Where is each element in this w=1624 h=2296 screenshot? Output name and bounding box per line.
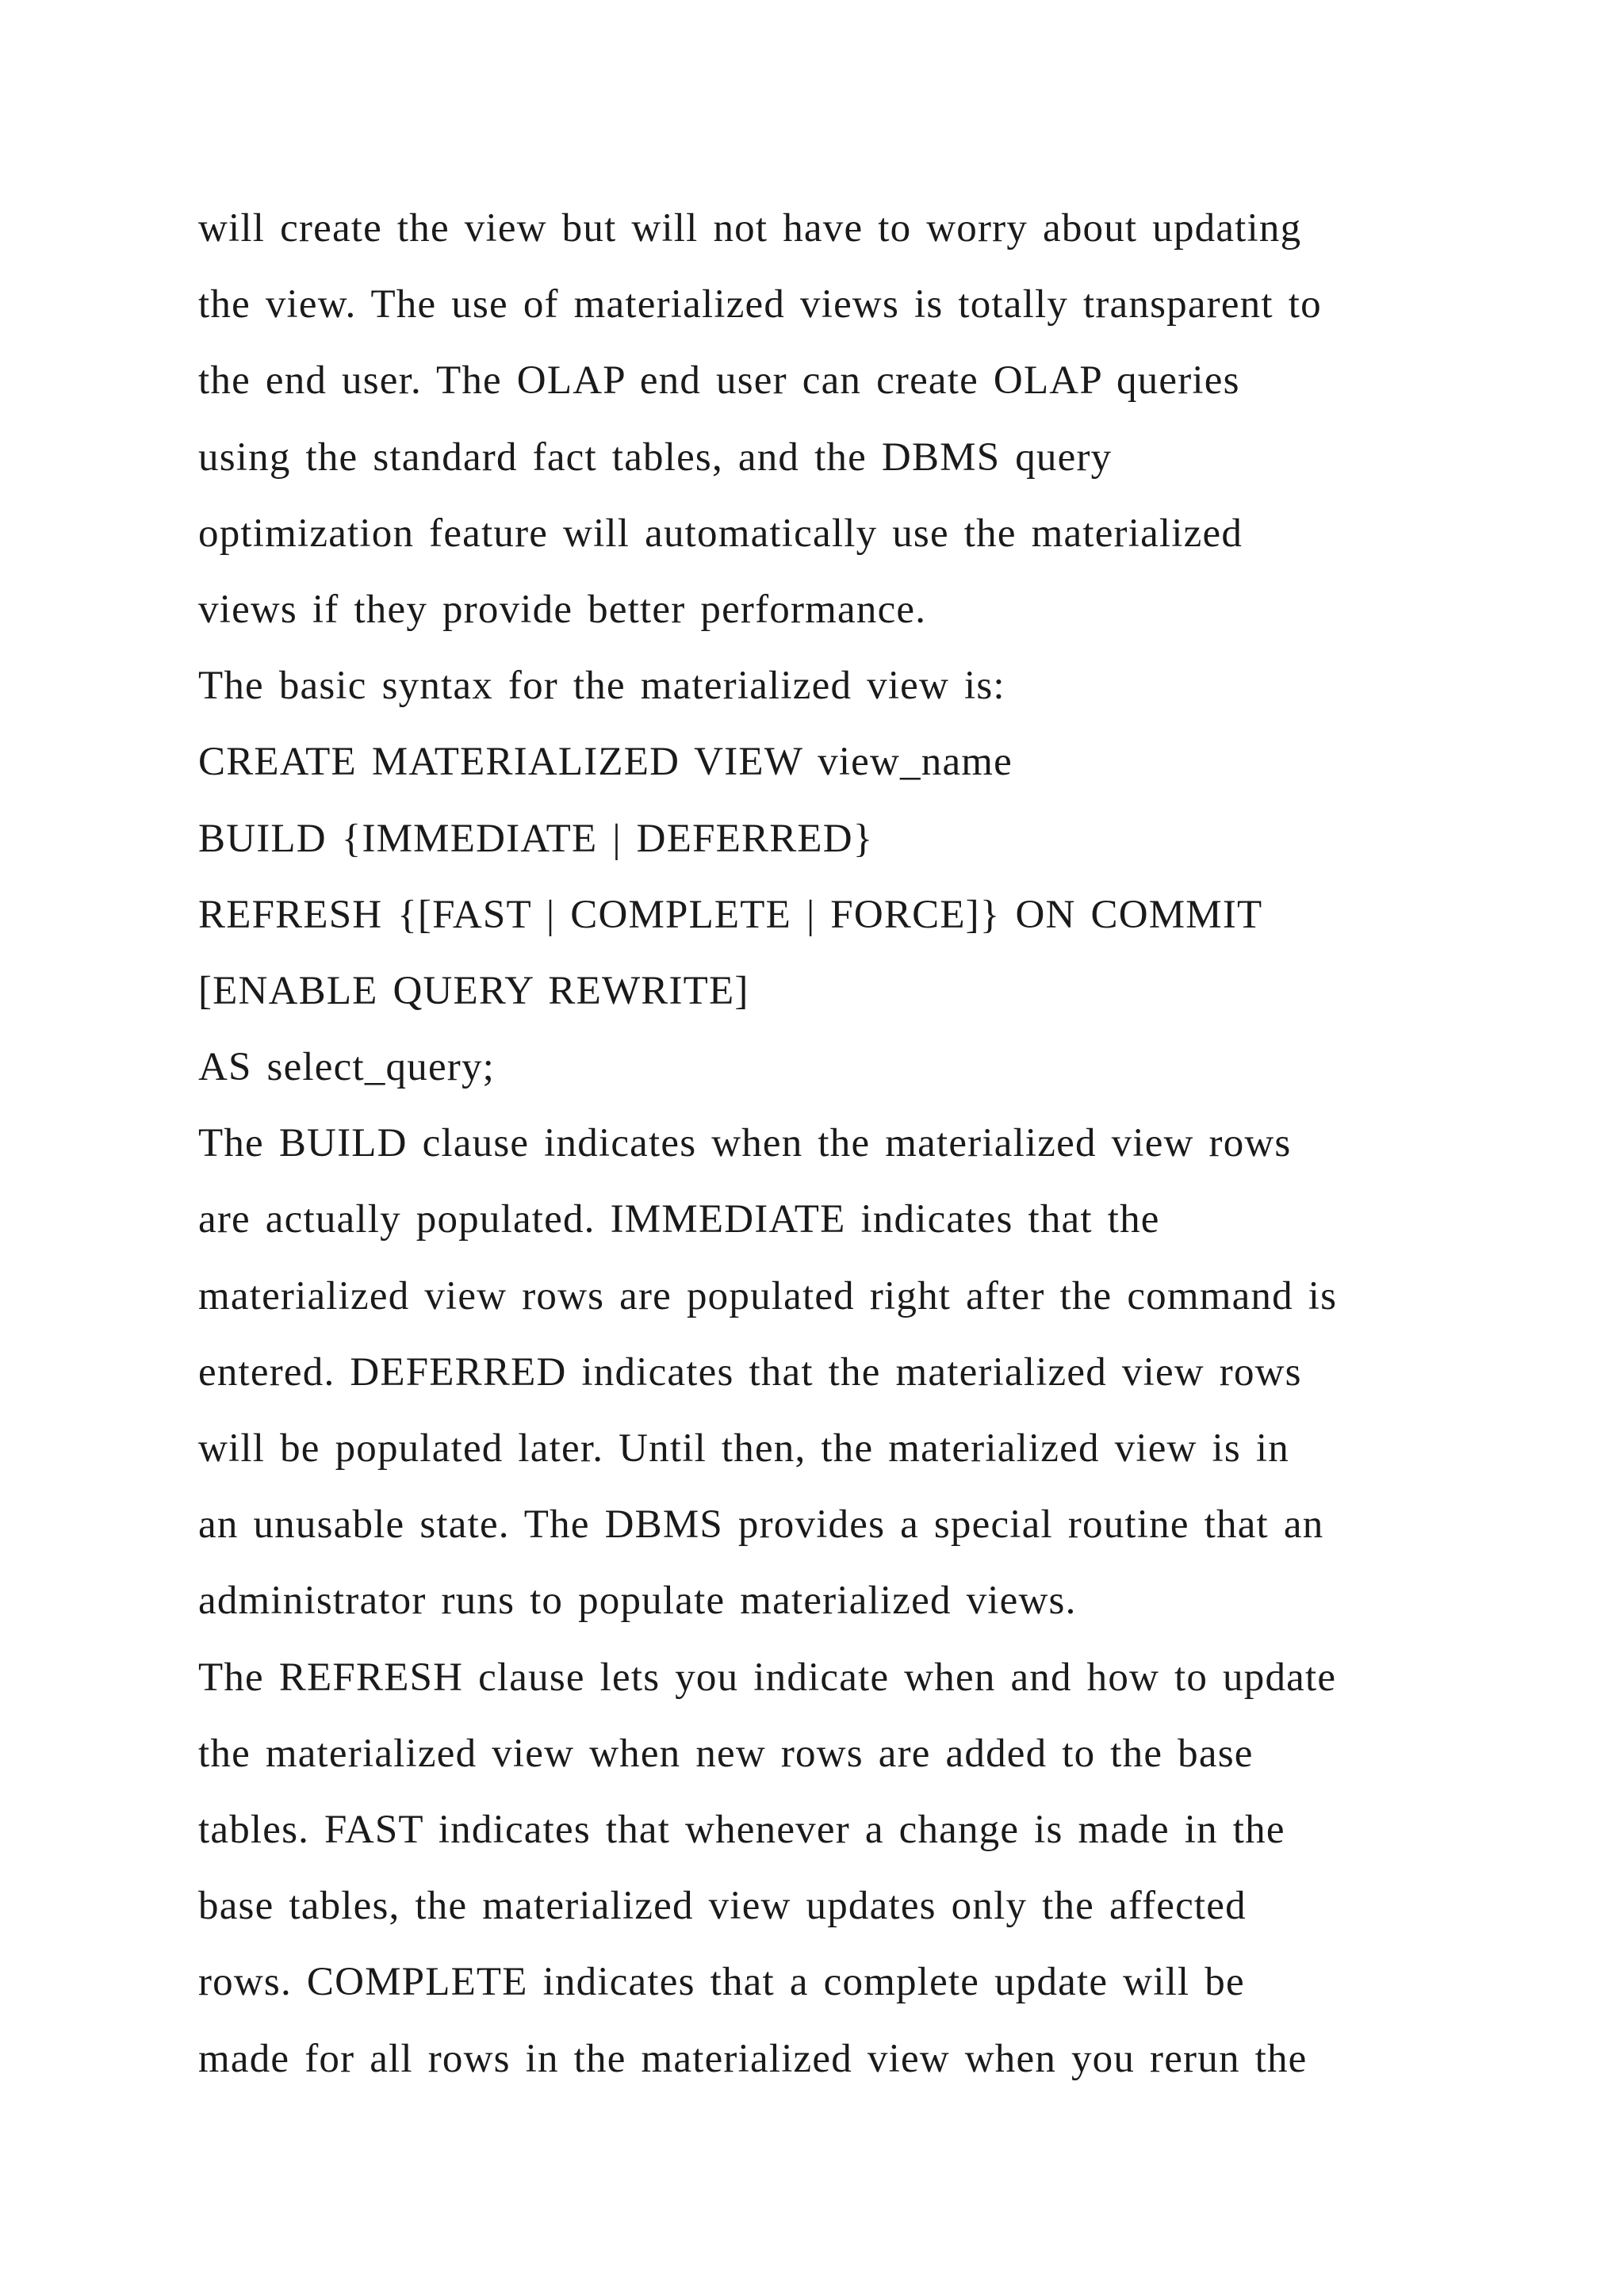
text-line: views if they provide better performance.	[198, 587, 927, 632]
text-line: optimization feature will automatically use the materialized	[198, 511, 1243, 556]
text-line: made for all rows in the materialized view when you rerun the	[198, 2036, 1308, 2081]
text-line: will be populated later. Until then, the materialized view is in	[198, 1426, 1289, 1471]
text-line: administrator runs to populate materialized views.	[198, 1578, 1077, 1624]
text-line: using the standard fact tables, and the DBMS query	[198, 434, 1113, 480]
text-line: are actually populated. IMMEDIATE indicates that the	[198, 1197, 1160, 1242]
text-line: The REFRESH clause lets you indicate when and how to update	[198, 1655, 1337, 1700]
text-line: the view. The use of materialized views is totally transparent to	[198, 282, 1322, 327]
code-line: [ENABLE QUERY REWRITE]	[198, 968, 749, 1013]
text-line: an unusable state. The DBMS provides a special routine that an	[198, 1502, 1324, 1548]
text-line: materialized view rows are populated right after the command is	[198, 1273, 1338, 1318]
body-text	[198, 190, 1507, 2097]
code-line: REFRESH {[FAST | COMPLETE | FORCE]} ON COMMIT	[198, 892, 1263, 937]
text-line: the materialized view when new rows are added to the base	[198, 1731, 1254, 1776]
text-line: the end user. The OLAP end user can create OLAP queries	[198, 358, 1240, 404]
code-line: BUILD {IMMEDIATE | DEFERRED}	[198, 816, 874, 861]
text-line: will create the view but will not have to worry about updating	[198, 206, 1302, 251]
text-line: The basic syntax for the materialized view is:	[198, 664, 1005, 709]
text-line: The BUILD clause indicates when the materialized view rows	[198, 1121, 1292, 1166]
text-line: entered. DEFERRED indicates that the materialized view rows	[198, 1349, 1302, 1395]
code-line: AS select_query;	[198, 1045, 496, 1090]
code-line: CREATE MATERIALIZED VIEW view_name	[198, 740, 1013, 785]
text-line: rows. COMPLETE indicates that a complete update will be	[198, 1960, 1245, 2005]
text-line: base tables, the materialized view updates only the affected	[198, 1884, 1247, 1929]
text-line: tables. FAST indicates that whenever a change is made in the	[198, 1807, 1285, 1852]
